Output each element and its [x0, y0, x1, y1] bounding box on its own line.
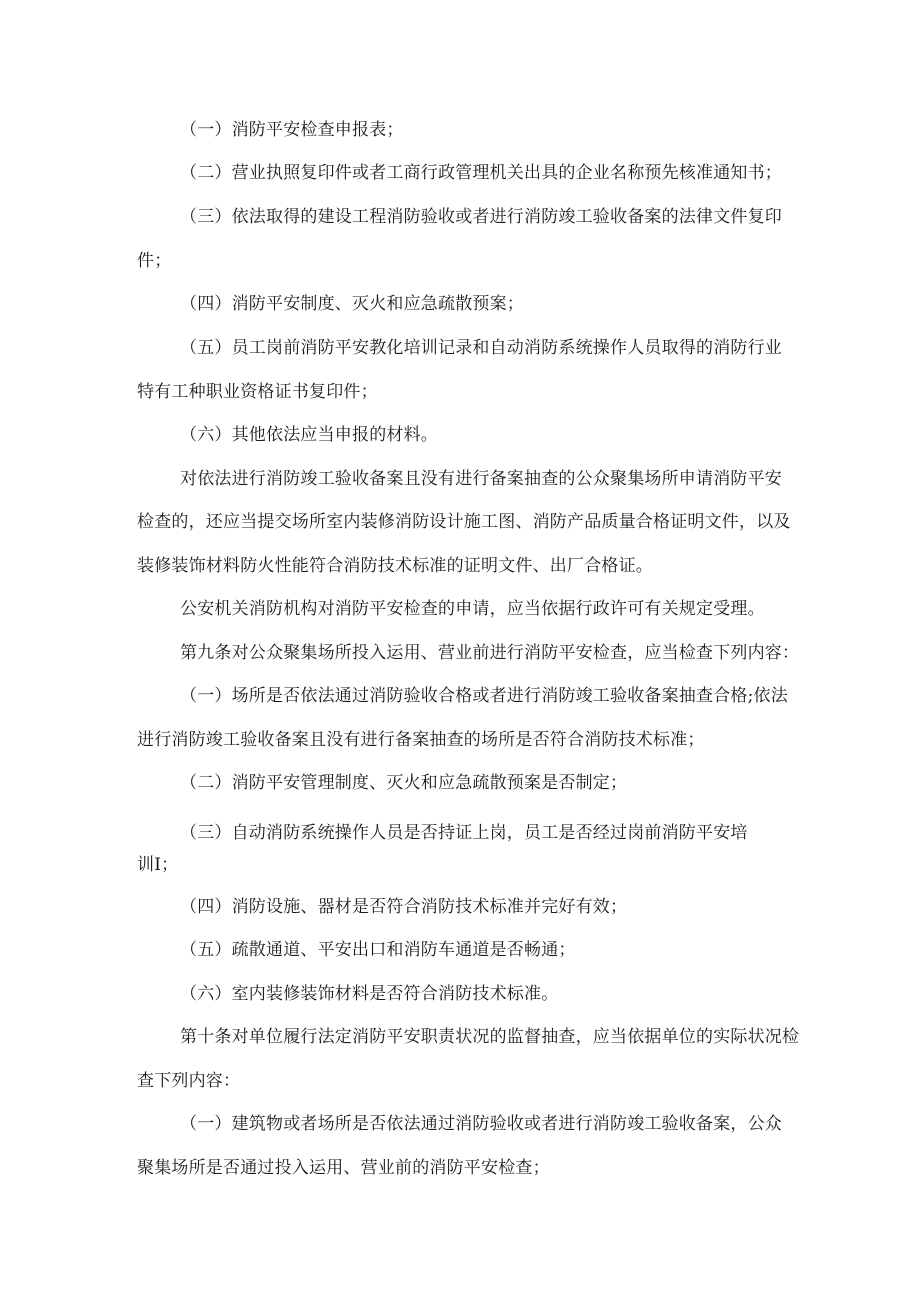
list-item-5: （五）员工岗前消防平安教化培训记录和自动消防系统操作人员取得的消防行业 — [180, 338, 782, 358]
article-9-item-3-cont: 训I； — [137, 855, 179, 875]
article-9-item-1-cont: 进行消防竣工验收备案且没有进行备案抽查的场所是否符合消防技术标准； — [137, 730, 705, 750]
list-item-6: （六）其他依法应当申报的材料。 — [180, 425, 438, 445]
list-item-2: （二）营业执照复印件或者工商行政管理机关出具的企业名称预先核准通知书； — [180, 163, 782, 183]
article-9-item-6: （六）室内装修装饰材料是否符合消防技术标准。 — [180, 984, 559, 1004]
article-10-heading: 第十条对单位履行法定消防平安职责状况的监督抽查，应当依据单位的实际状况检 — [180, 1027, 800, 1047]
paragraph-line: 检查的，还应当提交场所室内装修消防设计施工图、消防产品质量合格证明文件，以及 — [137, 512, 791, 532]
list-item-5-cont: 特有工种职业资格证书复印件； — [137, 382, 378, 402]
article-10-item-1-cont: 聚集场所是否通过投入运用、营业前的消防平安检查； — [137, 1158, 550, 1178]
article-9-item-4: （四）消防设施、器材是否符合消防技术标准并完好有效； — [180, 897, 628, 917]
article-9-heading: 第九条对公众聚集场所投入运用、营业前进行消防平安检查，应当检查下列内容： — [180, 643, 800, 663]
article-9-item-5: （五）疏散通道、平安出口和消防车通道是否畅通； — [180, 940, 576, 960]
list-item-1: （一）消防平安检查申报表； — [180, 120, 404, 140]
paragraph-line: 对依法进行消防竣工验收备案且没有进行备案抽查的公众聚集场所申请消防平安 — [180, 469, 782, 489]
list-item-4: （四）消防平安制度、灭火和应急疏散预案； — [180, 294, 524, 314]
paragraph-line: 装修装饰材料防火性能符合消防技术标准的证明文件、出厂合格证。 — [137, 556, 653, 576]
article-9-item-2: （二）消防平安管理制度、灭火和应急疏散预案是否制定； — [180, 773, 628, 793]
article-9-item-3: （三）自动消防系统操作人员是否持证上岗，员工是否经过岗前消防平安培 — [180, 823, 748, 843]
list-item-3: （三）依法取得的建设工程消防验收或者进行消防竣工验收备案的法律文件复印 — [180, 207, 782, 227]
article-10-heading-cont: 查下列内容： — [137, 1071, 241, 1091]
list-item-3-cont: 件； — [137, 251, 172, 271]
article-9-item-1: （一）场所是否依法通过消防验收合格或者进行消防竣工验收备案抽查合格;依法 — [180, 686, 788, 706]
article-10-item-1: （一）建筑物或者场所是否依法通过消防验收或者进行消防竣工验收备案，公众 — [180, 1114, 782, 1134]
paragraph-line: 公安机关消防机构对消防平安检查的申请，应当依据行政许可有关规定受理。 — [180, 599, 765, 619]
